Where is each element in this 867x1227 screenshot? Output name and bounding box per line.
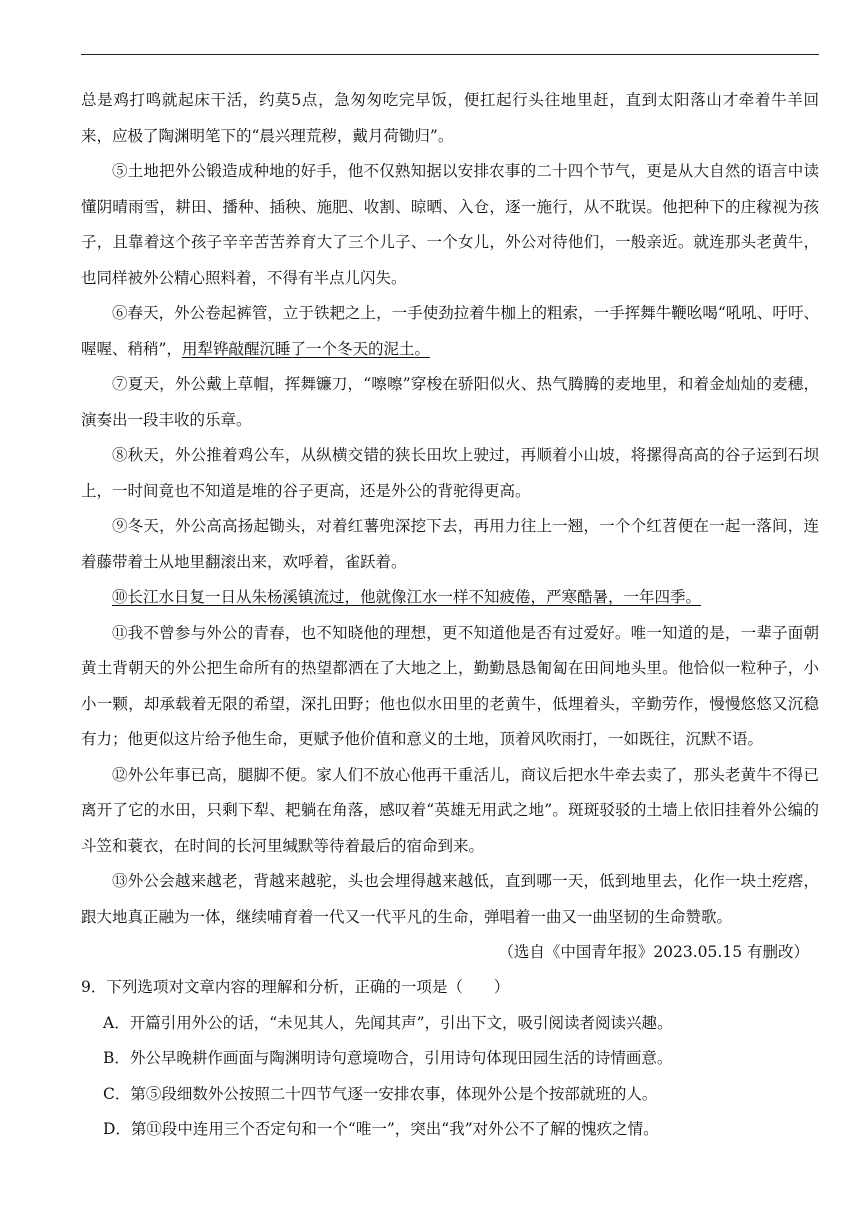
paragraph-10: ⑩长江水日复一日从朱杨溪镇流过，他就像江水一样不知疲倦，严寒酷暑，一年四季。 bbox=[112, 588, 702, 606]
header-rule bbox=[81, 54, 819, 55]
paragraph-5: ⑤土地把外公锻造成种地的好手，他不仅熟知据以安排农事的二十四个节气，更是从大自然的语言中读懂阴晴雨雪，耕田、播种、插秧、施肥、收割、晾晒、入仓，逐一施行，从不耽误。他把种下的庄稼视为孩子，且靠着这个孩子辛辛苦苦养育大了三个儿子、一个女儿，外公对待他们，一般亲近。就连那头老黄牛，也同样被外公精心照料着，不得有半点儿闪失。 bbox=[81, 162, 819, 287]
option-b: B．外公早晚耕作画面与陶渊明诗句意境吻合，引用诗句体现田园生活的诗情画意。 bbox=[103, 1049, 673, 1067]
question-9 bbox=[81, 970, 819, 1148]
paragraph-continued: 总是鸡打鸣就起床干活，约莫5点，急匆匆吃完早饭，便扛起行头往地里赶，直到太阳落山才牵着牛羊回来，应极了陶渊明笔下的“晨兴理荒秽，戴月荷锄归”。 bbox=[81, 91, 819, 145]
paragraph-9: ⑨冬天，外公高高扬起锄头，对着红薯兜深挖下去，再用力往上一翘，一个个红苕便在一起一落间，连着藤带着土从地里翻滚出来，欢呼着，雀跃着。 bbox=[81, 517, 819, 571]
paragraph-13: ⑬外公会越来越老，背越来越驼，头也会埋得越来越低，直到哪一天，低到地里去，化作一块土疙瘩，跟大地真正融为一体，继续哺育着一代又一代平凡的生命，弹唱着一曲又一曲坚韧的生命赞歌。 bbox=[81, 872, 819, 926]
paragraph-7: ⑦夏天，外公戴上草帽，挥舞镰刀，“嚓嚓”穿梭在骄阳似火、热气腾腾的麦地里，和着金灿灿的麦穗，演奏出一段丰收的乐章。 bbox=[81, 375, 819, 429]
option-c: C．第⑤段细数外公按照二十四节气逐一安排农事，体现外公是个按部就班的人。 bbox=[103, 1084, 658, 1103]
paragraph-6-underlined: 用犁铧敲醒沉睡了一个冬天的泥土。 bbox=[181, 339, 430, 358]
paragraph-12: ⑫外公年事已高，腿脚不便。家人们不放心他再干重活儿，商议后把水牛牵去卖了，那头老黄牛不得已离开了它的水田，只剩下犁、耙躺在角落，感叹着“英雄无用武之地”。斑斑驳驳的土墙上依旧挂着外公编的斗笠和蓑衣，在时间的长河里缄默等待着最后的宿命到来。 bbox=[81, 765, 819, 855]
option-d: D．第⑪段中连用三个否定句和一个“唯一”，突出“我”对外公不了解的愧疚之情。 bbox=[103, 1120, 659, 1138]
paragraph-11: ⑪我不曾参与外公的青春，也不知晓他的理想，更不知道他是否有过爱好。唯一知道的是，一辈子面朝黄土背朝天的外公把生命所有的热望都洒在了大地之上，勤勤恳恳匍匐在田间地头里。他恰似一粒种子，小小一颗，却承载着无限的希望，深扎田野；他也似水田里的老黄牛，低埋着头，辛勤劳作，慢慢悠悠又沉稳有力；他更似这片给予他生命，更赋予他价值和意义的土地，顶着风吹雨打，一如既往，沉默不语。 bbox=[81, 623, 819, 748]
passage bbox=[81, 83, 819, 971]
option-a: A．开篇引用外公的话，“未见其人，先闻其声”，引出下文，吸引阅读者阅读兴趣。 bbox=[103, 1013, 673, 1032]
question-stem: 9．下列选项对文章内容的理解和分析，正确的一项是（ ） bbox=[81, 978, 510, 996]
paragraph-8: ⑧秋天，外公推着鸡公车，从纵横交错的狭长田坎上驶过，再顺着小山坡，将摞得高高的谷子运到石坝上，一时间竟也不知道是堆的谷子更高，还是外公的背驼得更高。 bbox=[81, 446, 819, 500]
paragraph-6 bbox=[81, 296, 819, 367]
source-citation: （选自《中国青年报》2023.05.15 有删改） bbox=[498, 943, 809, 961]
paragraph-6-text: ⑥春天，外公卷起裤管，立于铁耙之上，一手使劲拉着牛枷上的粗索，一手挥舞牛鞭吆喝“吼吼、吁吁、喔喔、稍稍”， bbox=[81, 304, 819, 358]
